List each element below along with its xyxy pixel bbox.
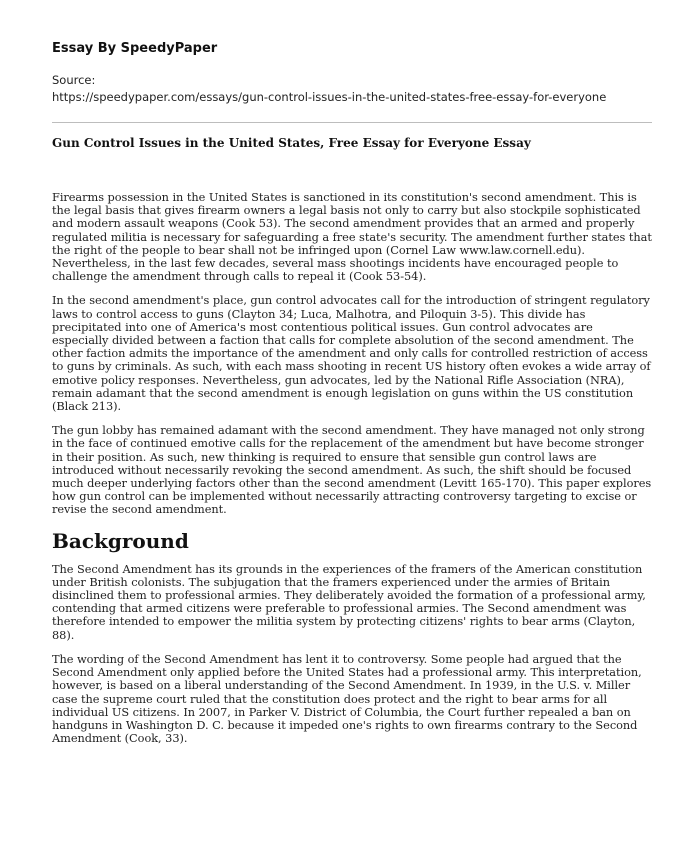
intro-paragraph: The gun lobby has remained adamant with the second amendment. They have managed not only strong in the face of continued emotive calls for the replacement of the amendment but have become stronger in their position. As such, new thinking is required to ensure that sensible gun control laws are introduced without necessarily revoking the second amendment. As such, the shift should be focused much deeper underlying factors other than the second amendment (Levitt 165-170). This paper explores how gun control can be implemented without necessarily attracting controversy targeting to excise or revise the second amendment. <box>52 423 652 517</box>
source-url[interactable]: https://speedypaper.com/essays/gun-control-issues-in-the-united-states-free-essay-for-everyone <box>52 90 607 104</box>
intro-paragraph: In the second amendment's place, gun control advocates call for the introduction of stringent regulatory laws to control access to guns (Clayton 34; Luca, Malhotra, and Piloquin 3-5). This divide has precipitated into one of America's most contentious political issues. Gun control advocates are especially divided between a faction that calls for complete absolution of the second amendment. The other faction admits the importance of the amendment and only calls for controlled restriction of access to guns by criminals. As such, with each mass shooting in recent US history often evokes a wide array of emotive policy responses. Nevertheless, gun advocates, led by the National Rifle Association (NRA), remain adamant that the second amendment is enough legislation on guns within the US constitution (Black 213). <box>52 293 651 414</box>
section-heading-background: Background <box>52 528 189 553</box>
intro-paragraph: Firearms possession in the United States is sanctioned in its constitution's second amendment. This is the legal basis that gives firearm owners a legal basis not only to carry but also stockpile sophisticated and modern assault weapons (Cook 53). The second amendment provides that an armed and properly regulated militia is necessary for safeguarding a free state's security. The amendment further states that the right of the people to bear shall not be infringed upon (Cornel Law www.law.cornell.edu). Nevertheless, in the last few decades, several mass shootings incidents have encouraged people to challenge the amendment through calls to repeal it (Cook 53-54). <box>52 190 652 284</box>
header-divider <box>52 122 652 123</box>
document-page <box>52 40 652 756</box>
source-label: Source: <box>52 73 96 87</box>
background-paragraph: The wording of the Second Amendment has lent it to controversy. Some people had argued that the Second Amendment only applied before the United States had a professional army. This interpretation, however, is based on a liberal understanding of the Second Amendment. In 1939, in the U.S. v. Miller case the supreme court ruled that the constitution does protect and the right to bear arms for all individual US citizens. In 2007, in Parker V. District of Columbia, the Court further repealed a ban on handguns in Washington D. C. because it impeded one's rights to own firearms contrary to the Second Amendment (Cook, 33). <box>52 651 642 746</box>
essay-title: Gun Control Issues in the United States, Free Essay for Everyone Essay <box>52 136 531 150</box>
background-paragraph: The Second Amendment has its grounds in the experiences of the framers of the American constitution under British colonists. The subjugation that the framers experienced under the armies of Britain disinclined them to professional armies. They deliberately avoided the formation of a professional army, contending that armed citizens were preferable to professional armies. The Second amendment was therefore intended to empower the militia system by protecting citizens' rights to bear arms (Clayton, 88). <box>52 561 646 642</box>
brand-title: Essay By SpeedyPaper <box>52 41 218 56</box>
